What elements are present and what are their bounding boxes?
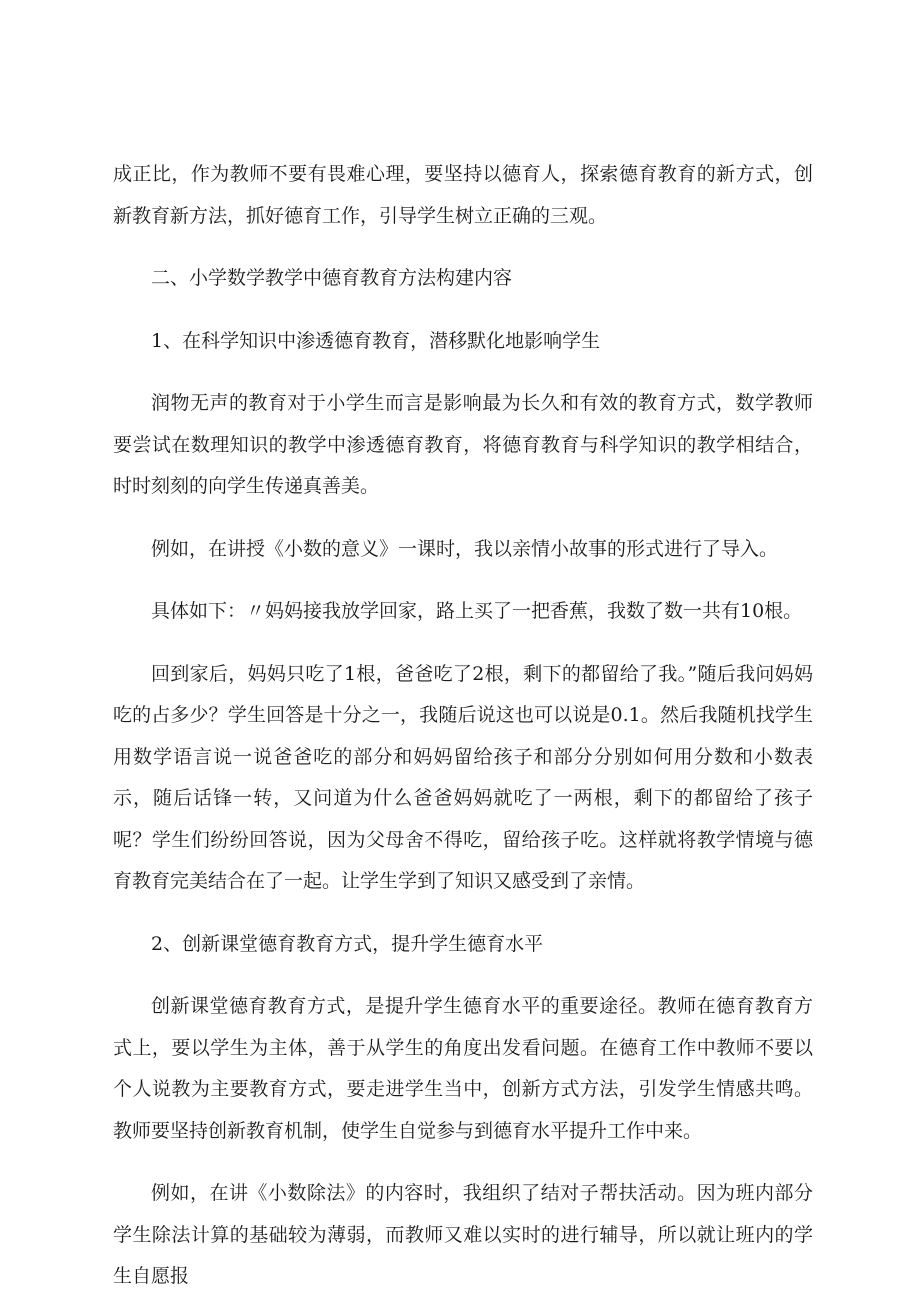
- paragraph: 创新课堂德育教育方式，是提升学生德育水平的重要途径。教师在德育教育方式上，要以学生为主体，善于从学生的角度出发看问题。在德育工作中教师不要以个人说教为主要教育方式，要走进学生当中，创新方式方法，引发学生情感共鸣。教师要坚持创新教育机制，使学生自觉参与到德育水平提升工作中来。: [113, 995, 813, 1142]
- subheading-one: 1、在科学知识中渗透德育教育，潜移默化地影响学生: [151, 329, 601, 352]
- document-body: [113, 154, 813, 1298]
- subheading-two: 2、创新课堂德育教育方式，提升学生德育水平: [151, 932, 544, 955]
- paragraph: 润物无声的教育对于小学生而言是影响最为长久和有效的教育方式，数学教师要尝试在数理知识的教学中渗透德育教育，将德育教育与科学知识的教学相结合，时时刻刻的向学生传递真善美。: [113, 392, 813, 497]
- paragraph-continuation: 成正比，作为教师不要有畏难心理，要坚持以德育人，探索德育教育的新方式，创新教育新方法，抓好德育工作，引导学生树立正确的三观。: [113, 163, 813, 227]
- paragraph: 具体如下：〃妈妈接我放学回家，路上买了一把香蕉，我数了数一共有10根。: [151, 600, 803, 622]
- paragraph: 例如，在讲《小数除法》的内容时，我组织了结对子帮扶活动。因为班内部分学生除法计算的基础较为薄弱，而教师又难以实时的进行辅导，所以就让班内的学生自愿报: [113, 1182, 813, 1287]
- paragraph: 例如，在讲授《小数的意义》一课时，我以亲情小故事的形式进行了导入。: [151, 537, 779, 560]
- section-heading-two: 二、小学数学教学中德育教育方法构建内容: [151, 267, 513, 289]
- paragraph: 回到家后，妈妈只吃了1根，爸爸吃了2根，剩下的都留给了我。”随后我问妈妈吃的占多少？学生回答是十分之一，我随后说这也可以说是0.1。然后我随机找学生用数学语言说一说爸爸吃的部分和妈妈留给孩子和部分分别如何用分数和小数表示，随后话锋一转，又问道为什么爸爸妈妈就吃了一两根，剩下的都留给了孩子呢？学生们纷纷回答说，因为父母舍不得吃，留给孩子吃。这样就将教学情境与德育教育完美结合在了一起。让学生学到了知识又感受到了亲情。: [113, 662, 813, 892]
